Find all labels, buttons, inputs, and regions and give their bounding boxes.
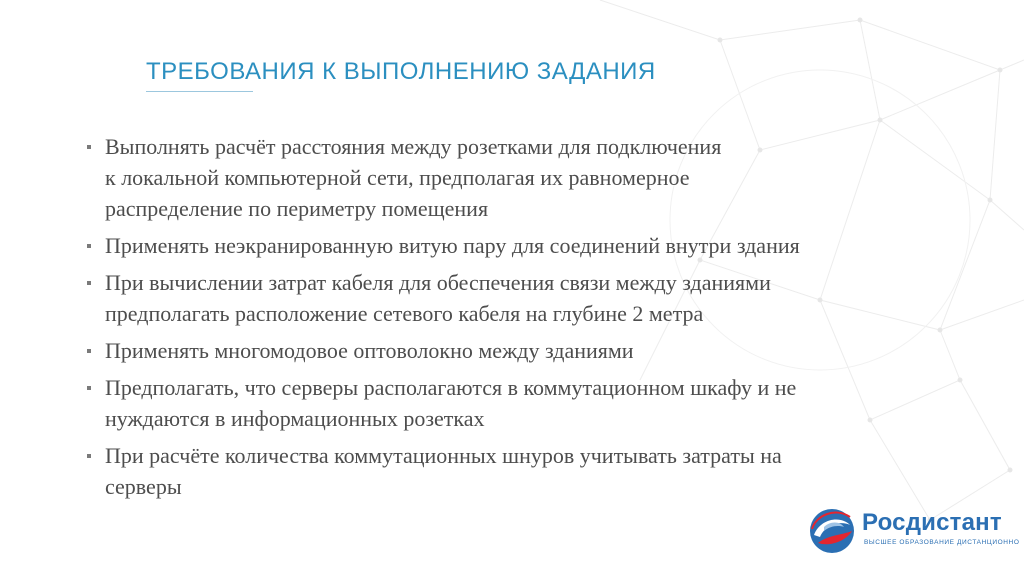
requirement-item <box>86 230 1006 261</box>
requirement-line: серверы <box>105 474 182 499</box>
requirement-line: Применять многомодовое оптоволокно между зданиями <box>105 338 634 363</box>
requirement-line: нуждаются в информационных розетках <box>105 406 485 431</box>
bullet-marker <box>87 244 91 248</box>
bullet-marker <box>87 281 91 285</box>
bullet-marker <box>87 454 91 458</box>
requirement-item <box>86 267 1006 329</box>
requirement-line: Выполнять расчёт расстояния между розетками для подключения <box>105 134 722 159</box>
requirement-line: предполагать расположение сетевого кабеля на глубине 2 метра <box>105 301 704 326</box>
requirement-line: При вычислении затрат кабеля для обеспечения связи между зданиями <box>105 270 771 295</box>
requirement-line: Применять неэкранированную витую пару для соединений внутри здания <box>105 233 800 258</box>
globe-swirl-icon <box>806 505 858 557</box>
rosdistant-logo <box>806 505 1020 557</box>
requirement-item <box>86 335 1006 366</box>
requirement-item <box>86 372 1006 434</box>
requirement-line: Предполагать, что серверы располагаются в коммутационном шкафу и не <box>105 375 797 400</box>
bullet-marker <box>87 386 91 390</box>
requirement-item <box>86 131 1006 224</box>
requirement-line: При расчёте количества коммутационных шнуров учитывать затраты на <box>105 443 782 468</box>
bullet-marker <box>87 145 91 149</box>
bullet-marker <box>87 349 91 353</box>
requirement-line: распределение по периметру помещения <box>105 196 489 221</box>
slide-title: ТРЕБОВАНИЯ К ВЫПОЛНЕНИЮ ЗАДАНИЯ <box>146 58 656 85</box>
title-underline <box>146 91 253 92</box>
requirements-list <box>86 131 1006 508</box>
logo-tagline: ВЫСШЕЕ ОБРАЗОВАНИЕ ДИСТАНЦИОННО <box>864 539 1020 546</box>
logo-name: Росдистант <box>862 509 1002 536</box>
requirement-item <box>86 440 1006 502</box>
requirement-line: к локальной компьютерной сети, предполагая их равномерное <box>105 165 690 190</box>
